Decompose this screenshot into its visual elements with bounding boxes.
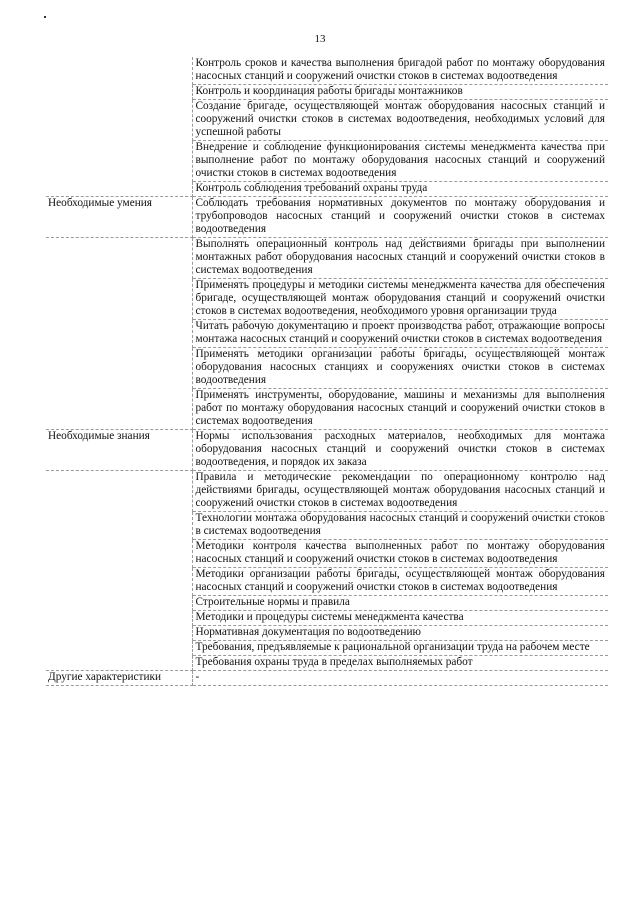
table-row [46,141,608,182]
section-label-cell [46,85,192,100]
competency-table-body [46,57,608,686]
table-row [46,611,608,626]
table-row [46,279,608,320]
section-item: Нормы использования расходных материалов, необходимых для монтажа оборудования насосных станций и сооружений очистки стоков в системах водоотведения, и порядок их заказа [192,430,608,471]
section-item: Применять методики организации работы бригады, осуществляющей монтаж оборудования насосных станциях и сооружениях очистки стоков в системах водоотведения [192,348,608,389]
section-item: Требования охраны труда в пределах выполняемых работ [192,656,608,671]
section-item: Строительные нормы и правила [192,596,608,611]
section-item: Контроль соблюдения требований охраны труда [192,182,608,197]
table-row [46,471,608,512]
section-label-cell [46,100,192,141]
section-item: Методики организации работы бригады, осуществляющей монтаж оборудования насосных станций и сооружений очистки стоков в системах водоотведения [192,568,608,596]
section-label-cell [46,389,192,430]
table-row [46,656,608,671]
table-row [46,182,608,197]
table-row [46,430,608,471]
section-label-cell [46,611,192,626]
section-label-cell [46,182,192,197]
table-row [46,238,608,279]
section-item: Выполнять операционный контроль над действиями бригады при выполнении монтажных работ оборудования насосных станций и сооружений очистки стоков в системах водоотведения [192,238,608,279]
section-label-cell [46,641,192,656]
table-row [46,389,608,430]
section-item: Внедрение и соблюдение функционирования системы менеджмента качества при выполнение работ по монтажу оборудования насосных станций и сооружений очистки стоков в системах водоотведения [192,141,608,182]
table-row [46,85,608,100]
section-label-cell [46,471,192,512]
section-item: Применять инструменты, оборудование, машины и механизмы для выполнения работ по монтажу оборудования насосных станций и сооружений очистки стоков в системах водоотведения [192,389,608,430]
section-label-cell [46,348,192,389]
table-row [46,671,608,686]
section-label: Необходимые знания [46,430,192,471]
table-row [46,57,608,85]
section-item: Требования, предъявляемые к рациональной организации труда на рабочем месте [192,641,608,656]
table-row [46,568,608,596]
section-label-cell [46,279,192,320]
scan-speck [44,16,46,18]
section-label [46,57,192,85]
table-row [46,100,608,141]
section-label-cell [46,656,192,671]
table-row [46,320,608,348]
table-row [46,197,608,238]
section-label-cell [46,596,192,611]
section-label-cell [46,626,192,641]
page-number: 13 [314,33,326,45]
section-item: Методики и процедуры системы менеджмента качества [192,611,608,626]
section-item: Создание бригаде, осуществляющей монтаж оборудования насосных станций и сооружений очистки стоков в системах водоотведения, необходимых условий для успешной работы [192,100,608,141]
table-row [46,348,608,389]
table-row [46,626,608,641]
section-item: Контроль сроков и качества выполнения бригадой работ по монтажу оборудования насосных станций и сооружений очистки стоков в системах водоотведения [192,57,608,85]
table-row [46,540,608,568]
section-item: Правила и методические рекомендации по операционному контролю над действиями бригады, осуществляющей монтаж оборудования насосных станций и сооружений очистки стоков в системах водоотведения [192,471,608,512]
section-label-cell [46,238,192,279]
section-label-cell [46,512,192,540]
competency-table [46,57,608,686]
table-row [46,596,608,611]
section-label: Другие характеристики [46,671,192,686]
section-item: Методики контроля качества выполненных работ по монтажу оборудования насосных станций и сооружений очистки стоков в системах водоотведения [192,540,608,568]
section-item: Контроль и координация работы бригады монтажников [192,85,608,100]
section-label: Необходимые умения [46,197,192,238]
section-item: Технологии монтажа оборудования насосных станций и сооружений очистки стоков в системах водоотведения [192,512,608,540]
table-row [46,641,608,656]
section-label-cell [46,540,192,568]
table-row [46,512,608,540]
section-label-cell [46,568,192,596]
section-item: Читать рабочую документацию и проект производства работ, отражающие вопросы монтажа насосных станций и сооружений очистки стоков в системах водоотведения [192,320,608,348]
section-item: Соблюдать требования нормативных документов по монтажу оборудования и трубопроводов насосных станций и сооружений очистки стоков в системах водоотведения [192,197,608,238]
section-label-cell [46,141,192,182]
section-item: Применять процедуры и методики системы менеджмента качества для обеспечения бригаде, осуществляющей монтаж оборудования станций и сооружений очистки стоков в системах водоотведения, необходимого уровня организации труда [192,279,608,320]
section-label-cell [46,320,192,348]
section-item: Нормативная документация по водоотведению [192,626,608,641]
section-item: - [192,671,608,686]
